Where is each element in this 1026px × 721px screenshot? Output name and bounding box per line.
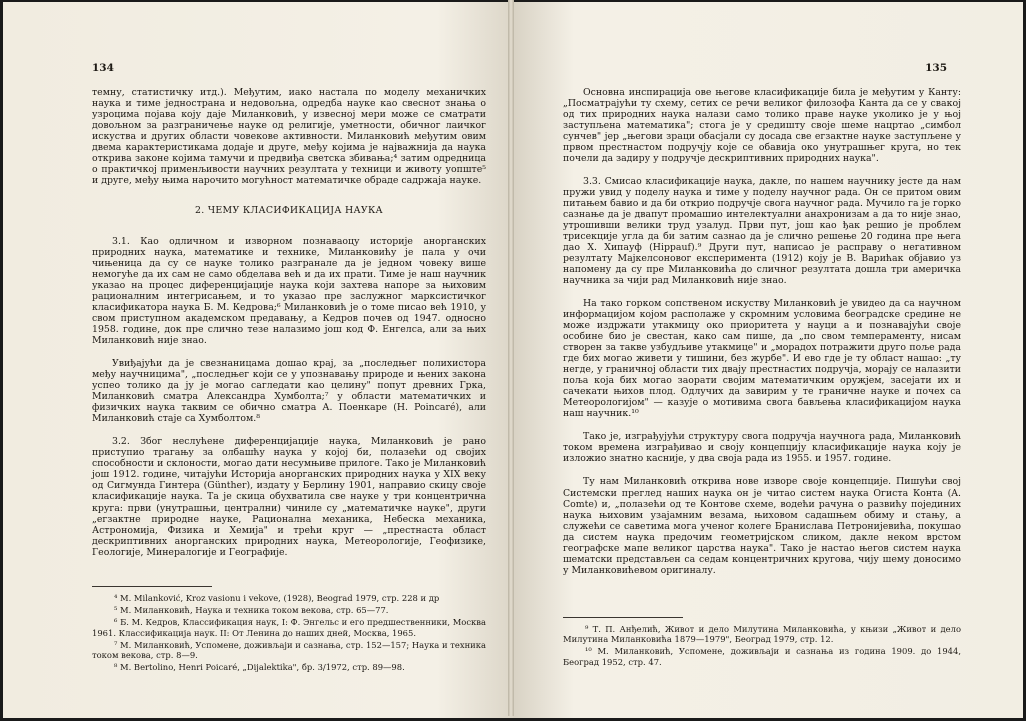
paragraph: Тако је, изграђујући структуру свога подручја научнога рада, Миланковић током времена изграђивао и своју концепцију класификације наука коју је изложио знатно касније, у два своја рада из 1955. и 1957. године. [563,431,961,465]
footnote: ⁴ M. Milanković, Kroz vasionu i vekove, (1928), Beograd 1979, стр. 228 и др [114,593,440,603]
page-number-right: 135 [925,62,947,74]
footnote: ¹⁰ М. Миланковић, Успомене, доживљаји и сазнања из година 1909. до 1944, Београд 1952, стр. 47. [563,646,961,667]
paragraph: 3.2. Због неслућене диференцијације наука, Миланковић је рано приступио трагању за олбашћу наука у којој би, полазећи од својих способности и склоности, могао дати несумњиве прилоге. Тако је Миланковић још 1912. године, читајући Историја анорганских природних наука у XIX веку од Сигмунда Гинтера (Günther), издату у Берлину 1901, направио скицу своје класификације наука. Та је скица обухватила све науке у три концентрична круга: први (унутрашњи, централни) чиниле су „математичке науке", други „егзактне природне науке, Рационална механика, Небеска механика, Астрономија, Физика и Хемија" и трећи круг — „престнаста област дескриптивних анорганских природних наука, Метеорологије, Геофизике, Геологије, Минералогије и Географије. [92,436,486,558]
paragraph: Основна инспирација ове његове класификације била је међутим у Канту: „Посматрајући ту схему, сетих се речи великог филозофа Канта да се у свакој од тих природних наука налази само толико праве науке уколико је у њој заступљена математика"; стога је у средишту своје шеме нацртао „симбол сунчев" јер „његови зраци обасјали су досада све егзактне науке заступљене у првом престнастом подручју које се обавија око унутрашњег круга, но тек почели да задиру у подручје дескриптивних природних наука". [563,87,961,165]
page-number-left: 134 [92,62,114,74]
footnote: ⁸ M. Bertolino, Henri Poicaré, „Dijalektika", бр. 3/1972, стр. 89—98. [114,662,405,673]
paragraph: Ту нам Миланковић открива нове изворе своје концепције. Пишући свој Системски преглед наших наука он је читао систем наука Огиста Конта (A. Comte) и, „полазећи од те Контове схеме, водећи рачуна о развићу појединих наука њиховим узајамним везама, њиховом садашњем обиму и стању, а служећи се саветима мога ученог колеге Бранислава Петронијевића, покушао да систем наука предочим геометријском сликом, дакле неком врстом географске мапе великог царства наука". Тако је настао његов систем наука шематски представљен са седам концентричних кругова, чију шему доносимо у Миланковићевом оригиналу. [563,476,961,576]
footnote-rule [563,617,683,618]
book-gutter [508,0,514,716]
left-page [3,2,513,718]
footnote: ⁵ М. Миланковић, Наука и техника током векова, стр. 65—77. [114,605,389,616]
footnotes-right [563,617,961,669]
paragraph: темну, статистичку итд.). Међутим, иако настала по моделу механичких наука и тиме једнострана и недовољна, одредба науке као свеснот знања о узроцима појава коју даје Миланковић, у извесној мери може се сматрати довољном за разграничење науке од религије, уметности, обичног лаичког искуства и других области човекове активности. Миланковић међутим овим двема карактеристикама додаје и друге, међу којима је најважнија да наука открива законе којима тамучи и предвиђа светска збивања;⁴ затим одредница о практичкој применљивости научних резултата у техници и животу уопште⁵ и друге, међу њима нарочито могућност математичке обраде садржаја науке. [92,87,486,187]
paragraph: На тако горком сопственом искуству Миланковић је увидео да са научном информацијом којом располаже у скромним условима београдске средине не може издржати утакмицу око приоритета у науци а и познавајући своје особине био је свестан, како сам пише, да „по свом темпераменту, нисам створен за такве узбудљиве утакмице" и „морадох потражити друго поље рада где бих могао живети у тишини, без журбе". И ево где је ту област нашао: „ту негде, у граничној области тих двају престнастих подручја, морају се налазити поља која бих могао заорати својим математичким оружјем, засејати их и сачекати њихов плод. Одлучих да завирим у те граничне науке и почех са Метеорологијом" — казује о мотивима свога бављења класификацијом наука наш научник.¹⁰ [563,298,961,420]
paragraph: 3.1. Као одличном и изворном познаваоцу историје анорганских природних наука, математике и технике, Миланковићу је пала у очи чињеница да су се науке толико разгранале да је једном човеку више немогуће да их сам не само обделава већ и да их прати. Тиме је наш научник указао на процес диференцијације наука који захтева напоре за њиховим рационалним интегрисањем, и то указао пре заслужног марксистичког класификатора наука Б. М. Кедрова;⁶ Миланковић је о томе писао већ 1910, у свом приступном академском предавању, а Кедров почев од 1947. односно 1958. године, док пре слично тезе налазимо још код Ф. Енгелса, али за њих Миланковић није знао. [92,236,486,347]
footnotes-left [92,586,486,674]
footnote-rule [92,586,212,587]
footnote: ⁹ Т. П. Анђелић, Живот и дело Милутина Миланковића, у књизи „Живот и дело Милутина Миланковића 1879—1979", Београд 1979, стр. 12. [563,624,961,645]
left-body-text [92,87,486,558]
right-page [513,2,1023,718]
footnote: ⁷ М. Миланковић, Успомене, доживљаји и сазнања, стр. 152—157; Наука и техника током векова, стр. 8—9. [92,639,486,661]
paragraph: Увиђајући да је свезнаницама дошао крај, за „последњег полихистора међу научницима", „последњег који се у упознавању природе и њених закона успео толико да ју је могао сагледати као целину" попут древних Грка, Миланковић сматра Александра Хумболта;⁷ у области математичких и физичких наука таквим се обично сматра А. Поенкаре (H. Poincaré), али Миланковић стаје са Хумболтом.⁸ [92,358,486,425]
footnote: ⁶ Б. М. Кедров, Классификация наук, I: Ф. Энгельс и его предшественники, Москва 1961. Классификација наук. II: От Ленина до наших дней, Москва, 1965. [92,617,486,638]
section-heading: 2. ЧЕМУ КЛАСИФИКАЦИЈА НАУКА [195,205,383,217]
right-body-text [563,87,961,576]
paragraph: 3.3. Смисао класификације наука, дакле, по нашем научнику јесте да нам пружи увид у поделу наука и тиме у поделу научног рада. Он се притом овим питањем бавио и да би открио подручје свога научног рада. Мучило га је горко сазнање да је двапут промашио интелектуални анахронизам а да то није знао, утрошивши велики труд узалуд. Први пут, још као ђак решио је проблем трисекције угла да би затим сазнао да је слично решење 20 година пре њега дао Х. Хипауф (Hippauf).⁹ Други пут, написао је расправу о негативном резултату Мајкелсоновог експеримента (1912) коју је В. Варићак објавио уз напомену да су пре Миланковића до сличног резултата дошла три америчка научника за чији рад Миланковић није знао. [563,176,961,287]
